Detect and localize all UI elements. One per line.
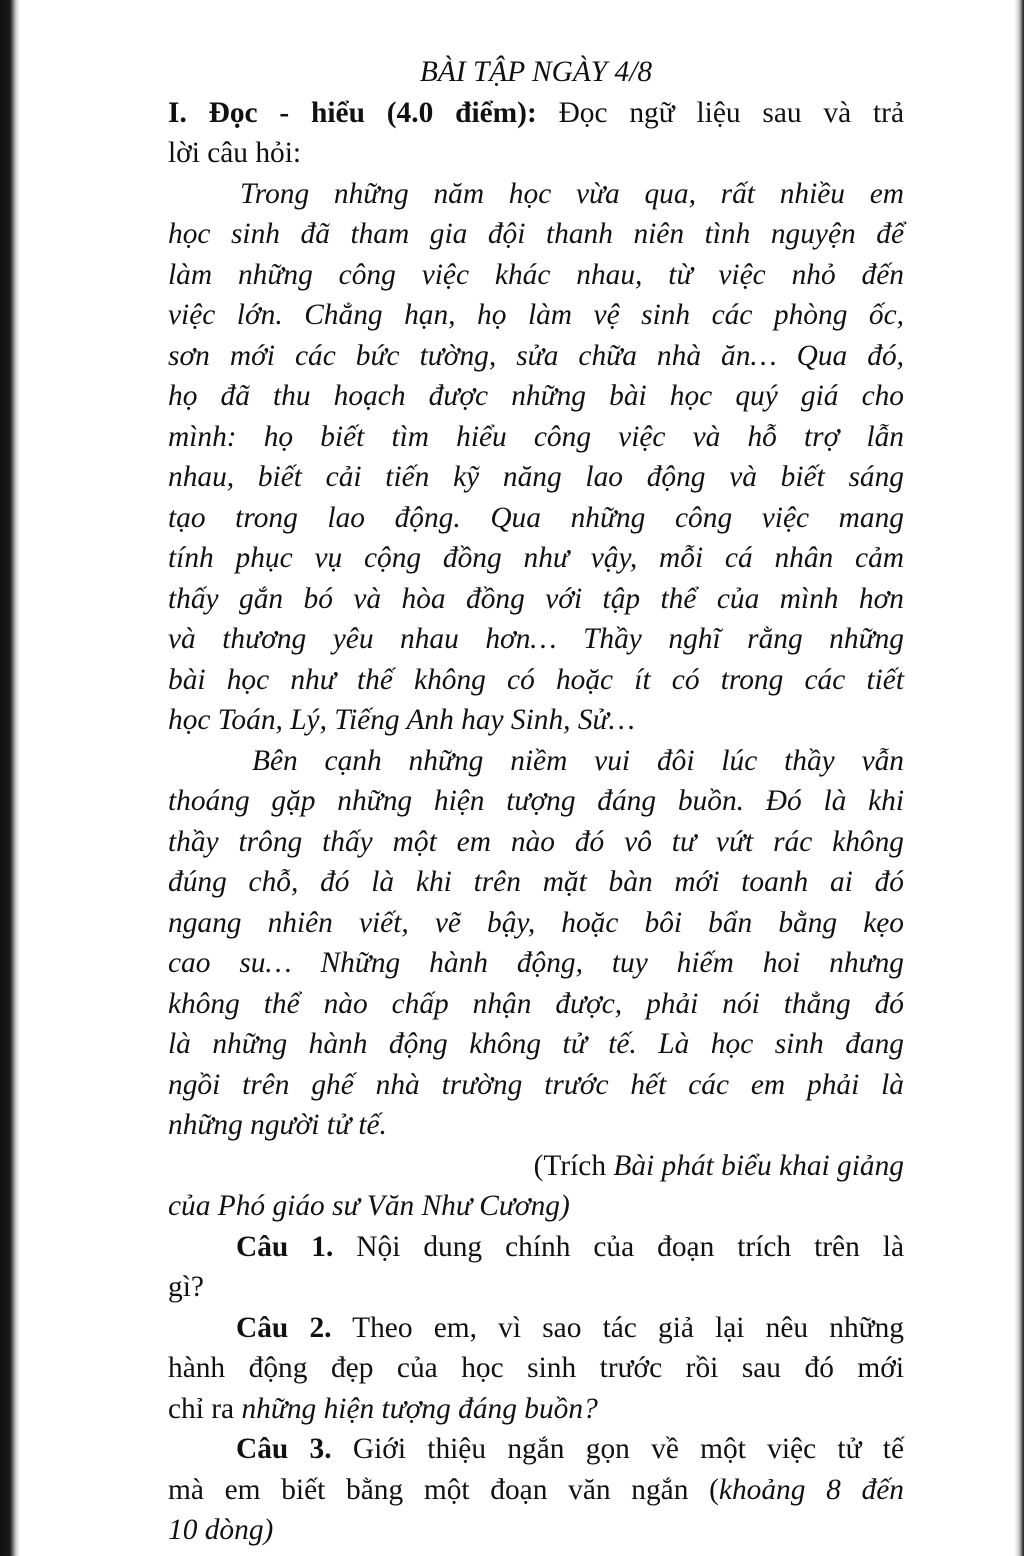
section-heading: I. Đọc - hiểu (4.0 điểm): <box>168 96 537 129</box>
source-prefix: (Trích <box>533 1149 614 1182</box>
passage-line: thầy trông thấy một em nào đó vô tư vứt rác không <box>168 825 904 858</box>
section-heading-line <box>168 93 904 134</box>
section-instruction: Đọc ngữ liệu sau và trả <box>536 96 904 129</box>
source-citation-cont: của Phó giáo sư Văn Như Cương) <box>168 1190 570 1222</box>
passage-line: mình: họ biết tìm hiểu công việc và hỗ trợ lẫn <box>168 420 904 453</box>
passage-line: học Toán, Lý, Tiếng Anh hay Sinh, Sử… <box>168 704 635 736</box>
question-label: Câu 2. <box>236 1311 332 1344</box>
question-text: Theo em, vì sao tác giả lại nêu những <box>331 1311 904 1344</box>
passage-line: bài học như thế không có hoặc ít có trong các tiết <box>168 663 904 696</box>
passage-line: là những hành động không tử tế. Là học sinh đang <box>168 1028 904 1060</box>
passage-line: thoáng gặp những hiện tượng đáng buồn. Đó là khi <box>168 785 904 817</box>
question-text: Giới thiệu ngắn gọn về một việc tử tế <box>331 1433 904 1465</box>
question-3-cont: 10 dòng) <box>168 1514 274 1546</box>
question-label: Câu 1. <box>236 1230 334 1263</box>
question-2-cont <box>168 1389 904 1430</box>
question-2-cont: hành động đẹp của học sinh trước rồi sau đó mới <box>168 1352 904 1384</box>
source-title: Bài phát biểu khai giảng <box>613 1149 904 1182</box>
question-text: chỉ ra <box>168 1392 242 1425</box>
passage-line: và thương yêu nhau hơn… Thầy nghĩ rằng những <box>168 623 904 655</box>
passage-line: không thể nào chấp nhận được, phải nói thẳng đó <box>168 987 904 1020</box>
question-text: mà em biết bằng một đoạn văn ngắn ( <box>168 1473 719 1506</box>
passage-line: tạo trong lao động. Qua những công việc mang <box>168 501 904 534</box>
question-3-cont <box>168 1470 904 1511</box>
question-text: Nội dung chính của đoạn trích trên là <box>333 1230 904 1263</box>
right-page-edge <box>1014 0 1024 1556</box>
passage-line: họ đã thu hoạch được những bài học quý giá cho <box>168 380 904 412</box>
question-label: Câu 3. <box>236 1433 332 1465</box>
question-2 <box>168 1308 904 1349</box>
question-3 <box>168 1429 904 1470</box>
passage-line: học sinh đã tham gia đội thanh niên tình nguyện để <box>168 218 904 250</box>
passage-line: nhau, biết cải tiến kỹ năng lao động và biết sáng <box>168 461 904 493</box>
section-instruction-cont: lời câu hỏi: <box>168 137 302 169</box>
passage-line: những người tử tế. <box>168 1109 387 1141</box>
document-title: BÀI TẬP NGÀY 4/8 <box>419 56 653 88</box>
passage-line: ngồi trên ghế nhà trường trước hết các em phải là <box>168 1068 904 1101</box>
passage-line: thấy gắn bó và hòa đồng với tập thể của mình hơn <box>168 582 904 615</box>
passage-line: cao su… Những hành động, tuy hiếm hoi nhưng <box>168 947 904 979</box>
passage-line: làm những công việc khác nhau, từ việc nhỏ đến <box>168 258 904 291</box>
question-emphasis: khoảng 8 đến <box>718 1473 904 1506</box>
question-1 <box>168 1227 904 1268</box>
worksheet <box>168 52 904 1551</box>
passage-line: đúng chỗ, đó là khi trên mặt bàn mới toanh ai đó <box>168 866 904 898</box>
passage-line: Bên cạnh những niềm vui đôi lúc thầy vẫn <box>252 744 904 777</box>
passage-line: Trong những năm học vừa qua, rất nhiều em <box>240 177 904 210</box>
source-citation <box>168 1146 904 1187</box>
question-1-cont: gì? <box>168 1271 204 1303</box>
passage-line: sơn mới các bức tường, sửa chữa nhà ăn… Qua đó, <box>168 339 904 372</box>
passage-line: việc lớn. Chẳng hạn, họ làm vệ sinh các phòng ốc, <box>168 299 904 331</box>
left-page-edge <box>0 0 20 1556</box>
passage-line: ngang nhiên viết, vẽ bậy, hoặc bôi bẩn bằng kẹo <box>168 906 904 939</box>
question-emphasis: những hiện tượng đáng buồn? <box>241 1392 598 1425</box>
reading-passage <box>168 174 904 1146</box>
passage-line: tính phục vụ cộng đồng như vậy, mỗi cá nhân cảm <box>168 542 904 574</box>
